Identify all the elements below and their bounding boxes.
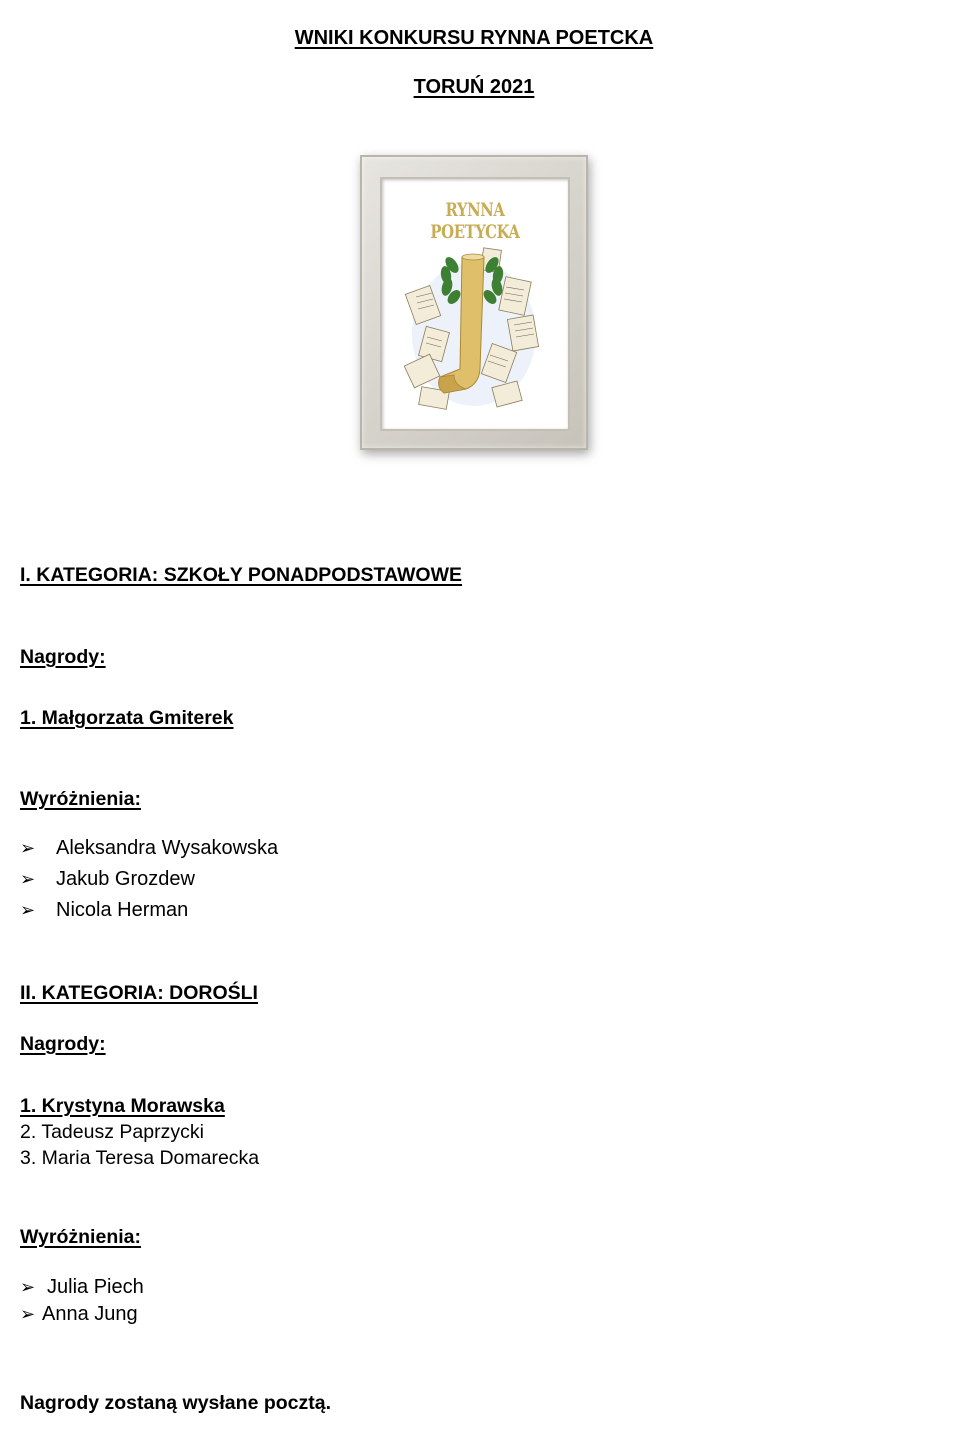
category-1-heading: I. KATEGORIA: SZKOŁY PONADPODSTAWOWE: [20, 564, 463, 586]
category-2-prize-3: 3. Maria Teresa Domarecka: [20, 1147, 260, 1169]
category-2-prizes-label: Nagrody:: [20, 1033, 106, 1055]
honor-name: Nicola Herman: [56, 899, 189, 921]
list-item: [20, 1276, 144, 1299]
category-1-prize-1: 1. Małgorzata Gmiterek: [20, 707, 234, 729]
category-2-prize-1: 1. Krystyna Morawska: [20, 1095, 225, 1117]
list-item: [20, 1303, 138, 1326]
honor-name: Aleksandra Wysakowska: [56, 837, 279, 859]
logo-title: RYNNA POETYCKA: [430, 199, 520, 243]
list-item: [20, 868, 195, 891]
arrow-bullet-icon: ➢: [20, 900, 36, 920]
category-1-honors-label: Wyróżnienia:: [20, 788, 141, 810]
gutter-illustration: [382, 179, 568, 429]
category-2-honors-label: Wyróżnienia:: [20, 1226, 141, 1248]
footer-note: Nagrody zostaną wysłane pocztą.: [20, 1392, 332, 1414]
page-subtitle: TORUŃ 2021: [413, 76, 535, 98]
category-2-heading: II. KATEGORIA: DOROŚLI: [20, 982, 258, 1004]
arrow-bullet-icon: ➢: [20, 869, 36, 889]
arrow-bullet-icon: ➢: [20, 838, 36, 858]
arrow-bullet-icon: ➢: [20, 1277, 36, 1297]
framed-logo: [360, 155, 588, 450]
honor-name: Julia Piech: [47, 1276, 144, 1298]
honor-name: Anna Jung: [42, 1303, 138, 1325]
category-2-prize-2: 2. Tadeusz Paprzycki: [20, 1121, 204, 1143]
page-title: WNIKI KONKURSU RYNNA POETCKA: [294, 27, 654, 49]
honor-name: Jakub Grozdew: [56, 868, 195, 890]
list-item: [20, 899, 188, 922]
list-item: [20, 837, 278, 860]
category-1-prizes-label: Nagrody:: [20, 646, 106, 668]
arrow-bullet-icon: ➢: [20, 1304, 36, 1324]
logo-mat: [380, 177, 570, 431]
